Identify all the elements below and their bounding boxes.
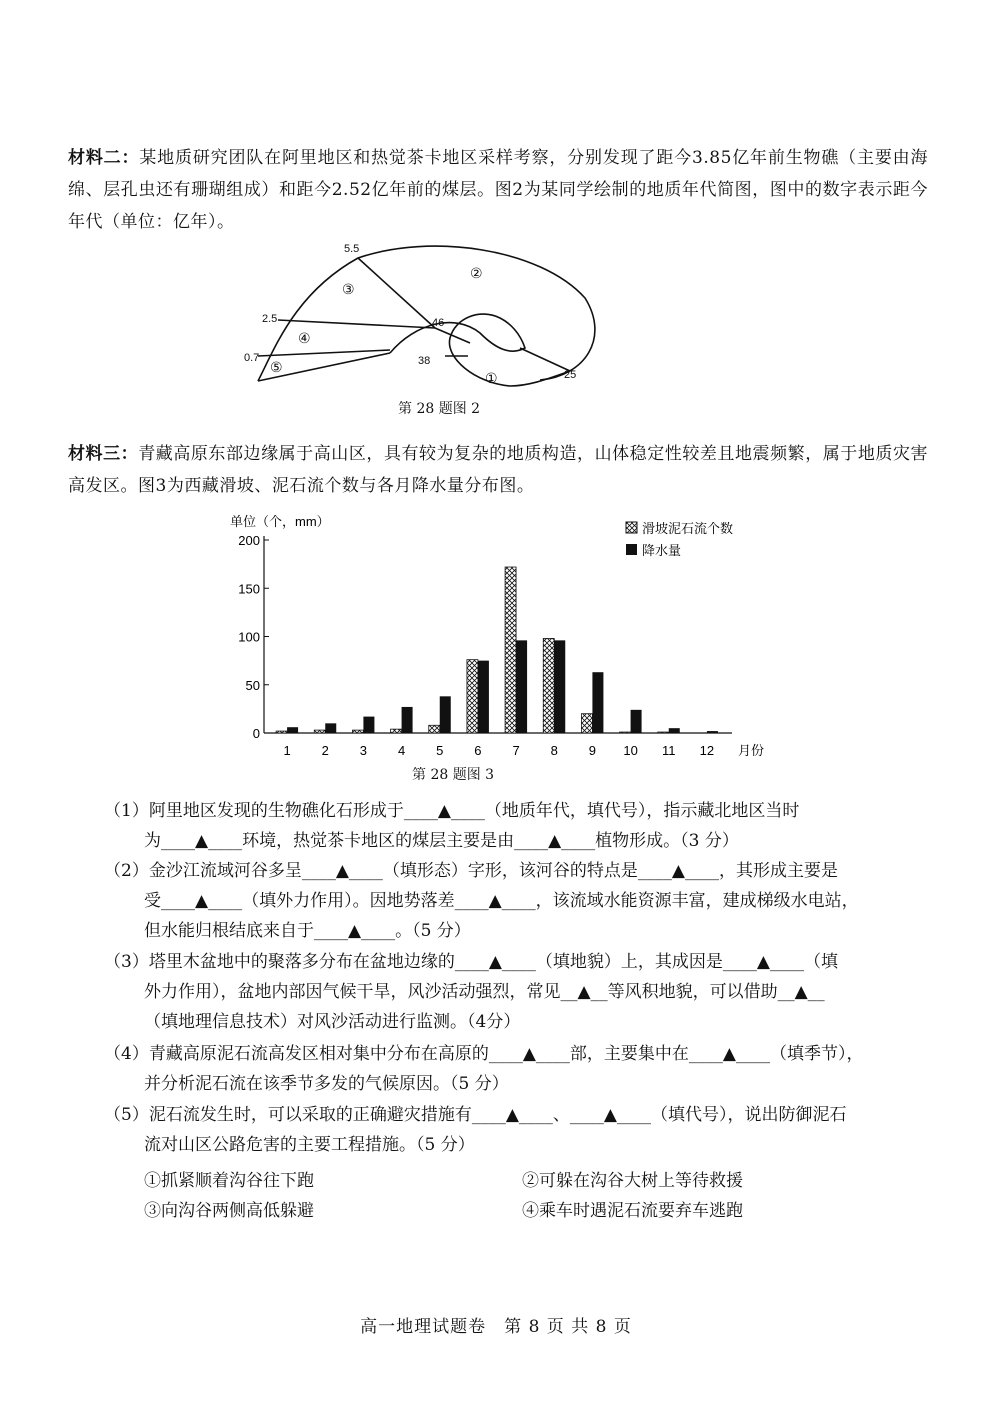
question-3	[104, 947, 930, 1037]
bar-precipitation	[402, 707, 413, 733]
question-3-line-3: （填地理信息技术）对风沙活动进行监测。（4分）	[144, 1012, 521, 1032]
bar-precipitation	[440, 696, 451, 733]
geologic-time-diagram	[240, 238, 600, 388]
x-tick-label: 10	[623, 743, 638, 758]
number-0-7: 0.7	[244, 352, 260, 364]
divider-0-7	[258, 350, 390, 356]
option-3: ③向沟谷两侧高低躲避	[144, 1201, 314, 1221]
option-2: ②可躲在沟谷大树上等待救援	[522, 1171, 743, 1191]
number-46: 46	[432, 317, 445, 329]
region-1: ①	[485, 370, 498, 386]
number-5-5: 5.5	[344, 243, 360, 255]
region-2: ②	[470, 265, 483, 281]
material-2-paragraph	[68, 142, 928, 238]
question-5-line-1: （5）泥石流发生时，可以采取的正确避灾措施有____▲____、____▲____（填代号），说出防御泥石	[104, 1105, 847, 1125]
question-5-line-2: 流对山区公路危害的主要工程措施。（5 分）	[144, 1135, 475, 1155]
question-3-line-2: 外力作用），盆地内部因气候干旱，风沙活动强烈，常见__▲__等风积地貌，可以借助__▲__	[144, 982, 825, 1002]
question-4-line-2: 并分析泥石流在该季节多发的气候原因。（5 分）	[144, 1074, 509, 1094]
region-5: ⑤	[270, 359, 283, 375]
number-25: 25	[564, 369, 577, 381]
legend-label-debris: 滑坡泥石流个数	[642, 521, 734, 536]
bar-precipitation	[363, 717, 374, 733]
x-tick-label: 12	[699, 743, 715, 758]
spiral-inner-wall	[390, 314, 570, 386]
question-4	[104, 1039, 930, 1099]
number-2-5: 2.5	[262, 313, 278, 325]
legend-label-rain: 降水量	[642, 543, 682, 558]
question-2-line-2: 受____▲____（填外力作用）。因地势落差____▲____，该流域水能资源丰富，建成梯级水电站，	[144, 891, 859, 911]
y-tick-label: 50	[245, 677, 260, 693]
y-tick-label: 200	[238, 533, 260, 548]
question-1	[104, 796, 930, 856]
x-tick-label: 4	[397, 743, 406, 758]
region-3: ③	[342, 281, 355, 297]
bar-precipitation	[707, 731, 718, 733]
rainfall-debris-flow-chart	[222, 508, 772, 770]
figure-2-caption: 第 28 题图 2	[398, 401, 481, 417]
bar-debris-flow	[620, 732, 631, 733]
bar-debris-flow	[391, 729, 402, 733]
figure-3-caption: 第 28 题图 3	[412, 767, 495, 783]
question-2-line-3: 但水能归根结底来自于____▲____。（5 分）	[144, 921, 471, 941]
bar-precipitation	[554, 640, 565, 733]
question-1-line-1: （1）阿里地区发现的生物礁化石形成于____▲____（地质年代，填代号），指示藏北地区当时	[104, 801, 800, 821]
legend-swatch-rain	[626, 544, 637, 555]
y-tick-label: 0	[252, 726, 260, 741]
bar-precipitation	[669, 728, 680, 733]
question-1-line-2: 为____▲____环境，热觉茶卡地区的煤层主要是由____▲____植物形成。（3 分）	[144, 831, 739, 851]
x-tick-label: 8	[550, 743, 558, 758]
chart-legend	[626, 521, 733, 558]
question-2	[104, 856, 930, 946]
divider-25	[520, 348, 570, 371]
page-footer: 高一地理试题卷 第 8 页 共 8 页	[360, 1317, 632, 1337]
option-1: ①抓紧顺着沟谷往下跑	[144, 1171, 314, 1191]
x-axis-label: 月份	[738, 743, 765, 758]
y-tick-label: 100	[238, 629, 260, 645]
bar-debris-flow	[352, 730, 363, 733]
material-3-paragraph	[68, 438, 928, 502]
x-tick-label: 5	[436, 743, 444, 758]
bar-precipitation	[516, 640, 527, 733]
x-tick-label: 9	[588, 743, 597, 758]
bar-debris-flow	[467, 660, 478, 733]
bar-precipitation	[287, 727, 298, 733]
number-38: 38	[418, 355, 431, 367]
question-2-line-1: （2）金沙江流域河谷多呈____▲____（填形态）字形，该河谷的特点是____▲____，其形成主要是	[104, 861, 838, 881]
bar-debris-flow	[505, 567, 516, 733]
material-3-text: 青藏高原东部边缘属于高山区，具有较为复杂的地质构造，山体稳定性较差且地震频繁，属于地质灾害高发区。图3为西藏滑坡、泥石流个数与各月降水量分布图。	[68, 444, 929, 496]
option-4: ④乘车时遇泥石流要弃车逃跑	[522, 1201, 743, 1221]
question-4-line-1: （4）青藏高原泥石流高发区相对集中分布在高原的____▲____部，主要集中在____▲____（填季节），	[104, 1044, 864, 1064]
x-tick-label: 1	[283, 743, 291, 758]
legend-swatch-debris	[626, 522, 637, 533]
bar-precipitation	[478, 661, 489, 733]
x-tick-label: 11	[662, 743, 676, 758]
bar-precipitation	[592, 672, 603, 733]
bar-debris-flow	[581, 714, 592, 733]
x-tick-label: 6	[474, 743, 482, 758]
bar-precipitation	[325, 723, 336, 733]
material-2-text: 某地质研究团队在阿里地区和热觉茶卡地区采样考察，分别发现了距今3.85亿年前生物礁（主要由海绵、层孔虫还有珊瑚组成）和距今2.52亿年前的煤层。图2为某同学绘制的地质年代简图，图中的数字表示距今年代（单位：亿年）。	[68, 148, 929, 232]
question-3-line-1: （3）塔里木盆地中的聚落多分布在盆地边缘的____▲____（填地貌）上，其成因是____▲____（填	[104, 952, 838, 972]
material-3-label: 材料三：	[68, 444, 139, 464]
chart-unit-label: 单位（个，mm）	[230, 514, 330, 529]
bar-debris-flow	[429, 725, 440, 733]
divider-2-5	[278, 320, 435, 328]
x-tick-label: 3	[359, 743, 368, 758]
bar-debris-flow	[543, 638, 554, 733]
region-4: ④	[298, 330, 311, 346]
divider-5-5	[358, 258, 435, 328]
y-tick-label: 150	[238, 581, 260, 597]
bar-debris-flow	[658, 732, 669, 733]
material-2-label: 材料二：	[68, 148, 140, 168]
bar-precipitation	[631, 710, 642, 733]
question-5	[104, 1100, 930, 1160]
x-tick-label: 2	[321, 743, 329, 758]
bar-debris-flow	[314, 730, 325, 733]
x-tick-label: 7	[512, 743, 520, 758]
bar-debris-flow	[276, 731, 287, 733]
